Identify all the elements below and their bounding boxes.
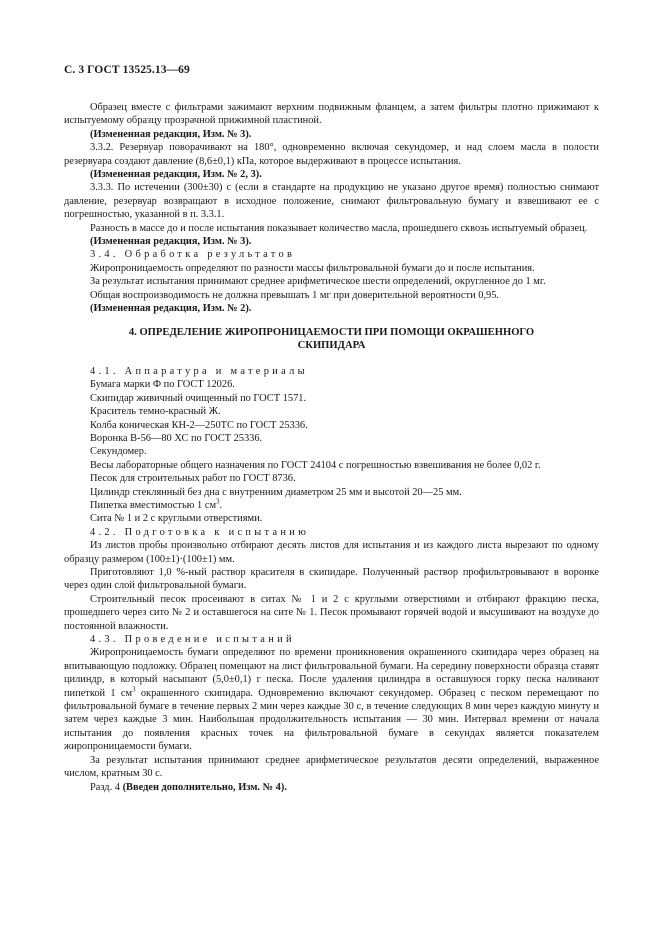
section-note — [64, 781, 599, 794]
paragraph: Жиропроницаемость определяют по разности массы фильтровальной бумаги до и после испытания. — [90, 262, 535, 274]
clause-3-3-3: 3.3.3. По истечении (300±30) с (если в стандарте на продукцию не указано другое время) полностью снимают давление, резервуар возвращают в исходное положение, снимают фильтровальную бумагу и взвешивают ее с погрешностью, указанной в п. 3.3.1. — [64, 182, 599, 221]
material-item: Колба коническая КН-2—250ТС по ГОСТ 25336. — [90, 419, 308, 431]
clause-heading-3-4: 3.4. Обработка результатов — [90, 249, 296, 261]
paragraph: Образец вместе с фильтрами зажимают верхним подвижным фланцем, а затем фильтры плотно прижимают к испытуемому образцу прозрачной прижимной пластиной. — [64, 102, 599, 127]
material-item: Воронка В-56—80 ХС по ГОСТ 25336. — [90, 432, 263, 444]
paragraph: Строительный песок просеивают в ситах № 1 и 2 с круглыми отверстиями и отбирают фракцию песка, прошедшего через сито № 2 и оставшегося на сите № 1. Песок промывают горячей водой и высушивают на воздухе до постоянной влажности. — [64, 593, 599, 632]
text-run: Разд. 4 — [90, 781, 123, 793]
material-item — [64, 499, 599, 512]
edition-note: (Измененная редакция, Изм. № 2, 3). — [90, 169, 262, 181]
superscript: 3 — [132, 685, 136, 694]
paragraph — [64, 646, 599, 753]
edition-note: (Введен дополнительно, Изм. № 4). — [122, 781, 287, 793]
edition-note: (Измененная редакция, Изм. № 3). — [90, 236, 252, 248]
material-item: Секундомер. — [90, 446, 147, 458]
material-item: Скипидар живичный очищенный по ГОСТ 1571. — [90, 392, 307, 404]
clause-heading-4-3: 4.3. Проведение испытаний — [90, 634, 295, 646]
edition-note: (Измененная редакция, Изм. № 3). — [90, 128, 252, 140]
document-page — [64, 64, 599, 794]
paragraph: Разность в массе до и после испытания показывает количество масла, прошедшего сквозь испытуемый образец. — [90, 222, 588, 234]
clause-heading-4-2: 4.2. Подготовка к испытанию — [90, 526, 310, 538]
text-run: Пипетка вместимостью 1 см — [90, 499, 217, 511]
paragraph: Общая воспроизводимость не должна превышать 1 мг при доверительной вероятности 0,95. — [90, 289, 500, 301]
paragraph: За результат испытания принимают среднее арифметическое результатов десяти определений, выраженное числом, кратным 30 с. — [64, 754, 599, 780]
text-run: окрашенного скипидара. Одновременно включают секундомер. Образец с песком перемещают по фильтровальной бумаге в течение первых 2 мин через каждые 30 с, в течение следующих 8 мин через каждую минуту и затем через каждые 3 мин. Наибольшая продолжительность испытания — 30 мин. Интервал времени от начала испытания до появления красных точек на фильтровальной бумаге в секундах является показателем жиропроницаемости бумаги. — [64, 687, 599, 753]
material-item: Весы лабораторные общего назначения по ГОСТ 24104 с погрешностью взвешивания не более 0,02 г. — [90, 459, 541, 471]
section-title: 4. ОПРЕДЕЛЕНИЕ ЖИРОПРОНИЦАЕМОСТИ ПРИ ПОМОЩИ ОКРАШЕННОГО СКИПИДАРА — [128, 326, 535, 351]
material-item: Песок для строительных работ по ГОСТ 8736. — [90, 473, 296, 485]
page-header: С. 3 ГОСТ 13525.13—69 — [64, 64, 190, 76]
material-item: Бумага марки Ф по ГОСТ 12026. — [90, 379, 235, 391]
text-run: Жиропроницаемость бумаги определяют по времени проникновения окрашенного скипидара через образец на впитывающую подложку. Образец помещают на лист фильтровальной бумаги. На середину поверхности образца ставят цилиндр, в который насыпают (5,0±0,1) г песка. После удаления цилиндра в оставшуюся горку песка наливают пипеткой 1 см — [64, 647, 599, 699]
clause-3-3-2: 3.3.2. Резервуар поворачивают на 180°, одновременно включая секундомер, и над слоем масла в полости резервуара создают давление (8,6±0,1) кПа, которое выдерживают в процессе испытания. — [64, 142, 599, 167]
superscript: 3 — [216, 497, 220, 506]
paragraph: Приготовляют 1,0 %-ный раствор красителя в скипидаре. Полученный раствор профильтровывают в воронке через один слой фильтровальной бумаги. — [64, 567, 599, 592]
paragraph: За результат испытания принимают среднее арифметическое шести определений, округленное до 1 мг. — [90, 276, 546, 288]
edition-note: (Измененная редакция, Изм. № 2). — [90, 303, 252, 315]
text-run: . — [219, 499, 223, 511]
paragraph: Из листов пробы произвольно отбирают десять листов для испытания и из каждого листа вырезают по одному образцу размером (100±1)·(100±1) мм. — [64, 540, 599, 565]
material-item: Краситель темно-красный Ж. — [90, 406, 221, 418]
clause-heading-4-1: 4.1. Аппаратура и материалы — [90, 365, 308, 377]
material-item: Цилиндр стеклянный без дна с внутренним диаметром 25 мм и высотой 20—25 мм. — [90, 486, 462, 498]
material-item: Сита № 1 и 2 с круглыми отверстиями. — [90, 513, 263, 525]
